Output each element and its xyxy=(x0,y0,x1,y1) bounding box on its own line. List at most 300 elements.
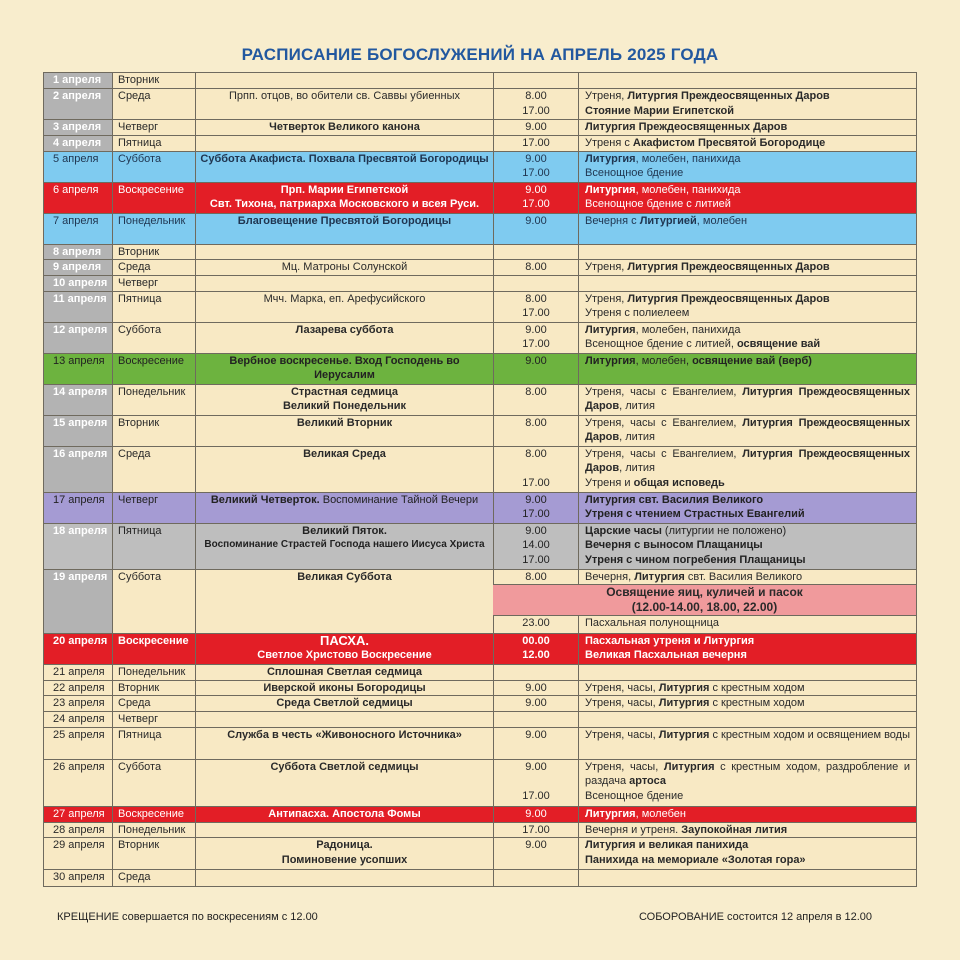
date-cell: 7 апреля xyxy=(44,214,113,244)
service-text: Утреня с чтением Страстных Евангелий xyxy=(585,508,805,520)
table-row xyxy=(44,728,916,760)
table-row xyxy=(44,260,916,276)
empty-time xyxy=(494,567,579,569)
table-row xyxy=(44,214,916,245)
service-text: Вечерня с выносом Плащаницы xyxy=(585,539,763,551)
service-text: Утреня с полиелеем xyxy=(585,307,690,319)
service-entry xyxy=(494,616,916,631)
table-row xyxy=(44,385,916,416)
service-time: 9.00 xyxy=(494,524,579,539)
feast-cell xyxy=(196,823,494,838)
service-description xyxy=(579,616,916,631)
service-entry xyxy=(494,493,916,508)
weekday-cell: Среда xyxy=(113,260,196,275)
service-description xyxy=(579,634,916,649)
service-entry xyxy=(494,260,916,275)
feast-line xyxy=(199,183,490,198)
empty-time xyxy=(494,663,579,664)
empty-space xyxy=(494,742,916,759)
service-text: Литургия xyxy=(658,681,710,694)
empty-space xyxy=(494,118,916,119)
feast-line xyxy=(199,696,490,711)
service-text: Панихида на мемориале «Золотая гора» xyxy=(585,853,806,866)
date-cell: 14 апреля xyxy=(44,385,113,415)
empty-space xyxy=(494,821,916,822)
table-row xyxy=(44,696,916,712)
feast-cell xyxy=(196,570,494,633)
service-text: Литургия xyxy=(634,570,685,583)
service-time: 9.00 xyxy=(494,214,579,229)
service-text: Стояние Марии Египетской xyxy=(585,104,734,117)
service-entry xyxy=(494,292,916,307)
service-entry xyxy=(494,696,916,711)
table-row xyxy=(44,292,916,323)
service-text: общая исповедь xyxy=(633,476,725,489)
feast-cell xyxy=(196,634,494,664)
feast-cell xyxy=(196,292,494,322)
feast-line xyxy=(199,853,490,868)
service-entry xyxy=(494,323,916,338)
feast-text: Прп. Марии Египетской xyxy=(280,183,409,196)
service-text: Литургия xyxy=(585,323,636,336)
service-time: 8.00 xyxy=(494,570,579,585)
service-description xyxy=(579,166,916,181)
empty-space xyxy=(494,275,916,276)
service-description xyxy=(579,493,916,508)
service-entry xyxy=(494,104,916,119)
service-text: Утреня, часы с Евангелием, xyxy=(585,416,743,429)
feast-cell xyxy=(196,136,494,151)
date-cell: 19 апреля xyxy=(44,570,113,633)
empty-space xyxy=(494,321,916,322)
feast-cell xyxy=(196,385,494,415)
empty-time xyxy=(494,867,579,869)
feast-text: Светлое Христово Воскресение xyxy=(257,649,432,661)
service-description xyxy=(579,789,916,804)
weekday-cell: Среда xyxy=(113,696,196,711)
services-cell xyxy=(494,807,916,822)
empty-time xyxy=(494,712,579,727)
service-description xyxy=(579,507,916,522)
service-entry xyxy=(494,681,916,696)
empty-space xyxy=(494,228,916,244)
empty-space xyxy=(494,212,916,213)
feast-text: Антипасха. Апостола Фомы xyxy=(268,807,421,820)
service-time: 17.00 xyxy=(494,789,579,804)
empty-space xyxy=(494,712,916,727)
table-row xyxy=(44,870,916,886)
date-cell: 23 апреля xyxy=(44,696,113,711)
service-text: Великая Пасхальная вечерня xyxy=(585,649,747,661)
weekday-cell: Понедельник xyxy=(113,214,196,244)
table-row xyxy=(44,354,916,385)
service-text: Литургия Преждеосвященных Даров xyxy=(627,261,830,273)
feast-line xyxy=(199,354,490,383)
feast-cell xyxy=(196,760,494,806)
feast-line xyxy=(199,760,490,775)
service-description xyxy=(579,292,916,307)
weekday-cell: Суббота xyxy=(113,152,196,182)
service-text: Утреня, xyxy=(585,90,628,102)
service-description xyxy=(579,476,916,491)
weekday-cell: Пятница xyxy=(113,728,196,759)
service-entry xyxy=(494,789,916,804)
service-entry xyxy=(494,553,916,568)
date-cell: 27 апреля xyxy=(44,807,113,822)
service-text: Литургия Преждеосвященных Даров xyxy=(585,447,910,474)
feast-line xyxy=(199,323,490,338)
service-text: , молебен xyxy=(696,214,748,227)
feast-line xyxy=(199,648,490,663)
service-time: 8.00 xyxy=(494,416,579,445)
weekday-cell: Пятница xyxy=(113,292,196,322)
feast-line xyxy=(199,524,490,539)
weekday-cell: Пятница xyxy=(113,524,196,569)
service-text: с крестным ходом, раздробление и раздача xyxy=(585,760,910,787)
service-time: 17.00 xyxy=(494,823,579,838)
service-time: 17.00 xyxy=(494,197,579,212)
service-text: Пасхальная полунощница xyxy=(585,617,720,629)
weekday-cell: Понедельник xyxy=(113,665,196,680)
services-cell xyxy=(494,214,916,244)
service-entry xyxy=(494,634,916,649)
date-cell: 15 апреля xyxy=(44,416,113,446)
date-cell: 29 апреля xyxy=(44,838,113,869)
service-text: Литургия Преждеосвященных Даров xyxy=(627,292,830,305)
service-text: Утреня, часы, xyxy=(585,760,664,773)
service-description xyxy=(579,197,916,212)
services-cell xyxy=(494,870,916,886)
service-text: , лития xyxy=(619,431,655,443)
service-time: 8.00 xyxy=(494,447,579,476)
empty-time xyxy=(494,821,579,822)
service-text: Всенощное бдение xyxy=(585,789,684,802)
table-row xyxy=(44,807,916,823)
service-text: Утреня, xyxy=(585,292,628,305)
feast-cell xyxy=(196,323,494,353)
empty-time xyxy=(494,275,579,276)
empty-time xyxy=(494,711,579,712)
empty-space xyxy=(494,245,916,260)
services-cell xyxy=(494,245,916,260)
empty-space xyxy=(494,522,916,523)
service-text: Вечерня с xyxy=(585,214,640,227)
empty-time xyxy=(494,245,579,260)
services-cell xyxy=(494,260,916,275)
empty-time xyxy=(494,228,579,244)
service-text: Всенощное бдение xyxy=(585,167,684,179)
empty-time xyxy=(494,414,579,415)
service-description xyxy=(579,807,916,822)
service-text: Литургия xyxy=(585,807,636,820)
feast-cell xyxy=(196,493,494,523)
feast-cell xyxy=(196,870,494,886)
service-text: Утреня, часы с Евангелием, xyxy=(585,385,743,398)
service-time: 14.00 xyxy=(494,538,579,553)
service-time: 17.00 xyxy=(494,553,579,568)
feast-text: Благовещение Пресвятой Богородицы xyxy=(237,214,452,227)
service-description xyxy=(579,538,916,553)
service-entry xyxy=(494,416,916,445)
empty-space xyxy=(494,870,916,886)
feast-cell xyxy=(196,728,494,759)
feast-text: Служба в честь «Живоносного Источника» xyxy=(227,728,462,741)
feast-cell xyxy=(196,524,494,569)
feast-line xyxy=(199,152,490,167)
date-cell: 6 апреля xyxy=(44,183,113,213)
date-cell: 2 апреля xyxy=(44,89,113,119)
feast-line xyxy=(199,538,490,553)
empty-space xyxy=(494,181,916,182)
service-entry xyxy=(494,538,916,553)
weekday-cell: Вторник xyxy=(113,681,196,696)
weekday-cell: Четверг xyxy=(113,276,196,291)
service-entry xyxy=(494,807,916,822)
service-text: Литургия и великая панихида xyxy=(585,839,749,851)
empty-time xyxy=(494,321,579,322)
date-cell: 17 апреля xyxy=(44,493,113,523)
service-entry xyxy=(494,214,916,229)
feast-cell xyxy=(196,120,494,135)
service-text: , молебен, xyxy=(635,354,693,367)
empty-time xyxy=(494,665,579,680)
weekday-cell: Четверг xyxy=(113,120,196,135)
feast-text: Великий Четверток. xyxy=(210,493,320,506)
table-row xyxy=(44,136,916,152)
service-entry xyxy=(494,337,916,352)
services-cell xyxy=(494,136,916,151)
service-text: Утреня с xyxy=(585,137,633,149)
service-time: 17.00 xyxy=(494,507,579,522)
feast-cell xyxy=(196,447,494,492)
feast-cell xyxy=(196,152,494,182)
empty-space xyxy=(494,135,916,136)
services-cell xyxy=(494,447,916,492)
service-entry xyxy=(494,570,916,585)
service-time: 9.00 xyxy=(494,838,579,853)
weekday-cell: Вторник xyxy=(113,73,196,88)
service-time: 8.00 xyxy=(494,292,579,307)
services-cell xyxy=(494,634,916,664)
service-entry xyxy=(494,89,916,104)
weekday-cell: Воскресение xyxy=(113,354,196,384)
date-cell: 30 апреля xyxy=(44,870,113,886)
feast-line xyxy=(199,399,490,414)
feast-cell xyxy=(196,214,494,244)
service-text: Утреня, xyxy=(585,261,628,273)
service-text: Литургией xyxy=(639,214,697,227)
service-text: Утреня, часы, xyxy=(585,697,659,709)
table-row xyxy=(44,712,916,728)
empty-space xyxy=(494,663,916,664)
services-cell xyxy=(494,385,916,415)
empty-space xyxy=(494,631,916,633)
notice-line: Освящение яиц, куличей и пасок xyxy=(606,585,803,599)
service-description xyxy=(579,306,916,321)
empty-space xyxy=(494,445,916,446)
service-time: 9.00 xyxy=(494,728,579,743)
service-text: Вечерня, xyxy=(585,570,635,583)
feast-line xyxy=(199,681,490,696)
feast-cell xyxy=(196,354,494,384)
service-text: с крестным ходом xyxy=(709,681,805,694)
empty-space xyxy=(494,276,916,291)
services-cell xyxy=(494,823,916,838)
service-description xyxy=(579,838,916,853)
empty-time xyxy=(494,490,579,492)
service-description xyxy=(579,337,916,352)
service-description xyxy=(579,260,916,275)
service-entry xyxy=(494,354,916,369)
notice-line: (12.00-14.00, 18.00, 22.00) xyxy=(631,600,778,614)
date-cell: 18 апреля xyxy=(44,524,113,569)
service-text: , молебен xyxy=(635,807,686,820)
date-cell: 5 апреля xyxy=(44,152,113,182)
empty-time xyxy=(494,135,579,136)
feast-line xyxy=(199,89,490,104)
service-text: Литургия Преждеосвященных Даров xyxy=(585,121,788,133)
service-text: , лития xyxy=(619,400,655,412)
weekday-cell: Воскресение xyxy=(113,807,196,822)
services-cell xyxy=(494,696,916,711)
service-text: Утреня, часы с Евангелием, xyxy=(585,447,743,460)
footer-unction-note: СОБОРОВАНИЕ состоится 12 апреля в 12.00 xyxy=(638,911,872,923)
service-entry xyxy=(494,728,916,743)
services-cell xyxy=(494,570,916,633)
service-entry xyxy=(494,447,916,476)
feast-cell xyxy=(196,665,494,680)
feast-line xyxy=(199,120,490,135)
table-row xyxy=(44,493,916,524)
feast-cell xyxy=(196,838,494,869)
service-time: 9.00 xyxy=(494,681,579,696)
empty-space xyxy=(494,73,916,88)
service-text: Утреня и xyxy=(585,476,634,489)
service-time: 9.00 xyxy=(494,696,579,711)
empty-time xyxy=(494,181,579,182)
feast-line xyxy=(199,416,490,431)
feast-text: Великий Пяток. xyxy=(302,524,387,537)
service-text: Утреня, часы, xyxy=(585,681,659,694)
date-cell: 24 апреля xyxy=(44,712,113,727)
blessing-of-food-notice xyxy=(493,584,916,616)
date-cell: 20 апреля xyxy=(44,634,113,664)
empty-space xyxy=(494,490,916,492)
weekday-cell: Воскресение xyxy=(113,634,196,664)
weekday-cell: Среда xyxy=(113,447,196,492)
feast-cell xyxy=(196,807,494,822)
date-cell: 21 апреля xyxy=(44,665,113,680)
date-cell: 1 апреля xyxy=(44,73,113,88)
feast-text: Прпп. отцов, во обители св. Саввы убиенных xyxy=(229,90,460,102)
services-cell xyxy=(494,416,916,446)
empty-time xyxy=(494,368,579,384)
service-text: с крестным ходом xyxy=(709,697,805,709)
service-text: Пасхальная утреня и Литургия xyxy=(585,634,755,647)
feast-text: Мчч. Марка, еп. Арефусийского xyxy=(263,292,426,305)
service-description xyxy=(579,385,916,414)
notice-text xyxy=(493,585,916,615)
feast-text: Иверской иконы Богородицы xyxy=(263,681,426,694)
services-cell xyxy=(494,73,916,88)
service-description xyxy=(579,104,916,119)
feast-cell xyxy=(196,696,494,711)
feast-text: ПАСХА. xyxy=(320,632,369,648)
services-cell xyxy=(494,681,916,696)
weekday-cell: Суббота xyxy=(113,323,196,353)
service-text: Литургия Преждеосвященных Даров xyxy=(585,385,910,412)
table-row xyxy=(44,570,916,634)
feast-line xyxy=(199,214,490,229)
date-cell: 8 апреля xyxy=(44,245,113,260)
feast-cell xyxy=(196,276,494,291)
empty-space xyxy=(494,665,916,680)
service-description xyxy=(579,416,916,445)
service-time: 9.00 xyxy=(494,354,579,369)
feast-line xyxy=(199,634,490,649)
table-row xyxy=(44,245,916,261)
service-text: Заупокойная лития xyxy=(681,823,788,836)
weekday-cell: Четверг xyxy=(113,712,196,727)
service-time: 9.00 xyxy=(494,760,579,789)
feast-line xyxy=(199,197,490,212)
feast-cell xyxy=(196,245,494,260)
service-time: 9.00 xyxy=(494,152,579,167)
service-entry xyxy=(494,183,916,198)
service-time: 9.00 xyxy=(494,183,579,198)
service-time: 9.00 xyxy=(494,323,579,338)
service-text: Всенощное бдение с литией, xyxy=(585,338,737,350)
service-text: Литургия xyxy=(585,354,636,367)
service-text: Литургия свт. Василия Великого xyxy=(585,493,764,506)
weekday-cell: Понедельник xyxy=(113,385,196,415)
table-row xyxy=(44,89,916,120)
service-entry xyxy=(494,197,916,212)
service-text: с крестным ходом и освящением воды xyxy=(709,728,911,741)
table-row xyxy=(44,524,916,570)
feast-text: Воспоминание Страстей Господа нашего Иисуса Христа xyxy=(204,539,485,550)
weekday-cell: Среда xyxy=(113,870,196,886)
service-text: Утреня с чином погребения Плащаницы xyxy=(585,553,806,566)
service-time: 23.00 xyxy=(494,616,579,631)
service-time: 8.00 xyxy=(494,385,579,414)
services-cell xyxy=(494,524,916,569)
feast-text: Лазарева суббота xyxy=(295,323,394,336)
feast-cell xyxy=(196,260,494,275)
date-cell: 22 апреля xyxy=(44,681,113,696)
schedule-table xyxy=(43,72,917,887)
services-cell xyxy=(494,712,916,727)
table-row xyxy=(44,323,916,354)
service-description xyxy=(579,524,916,539)
service-text: освящение вай xyxy=(736,338,821,350)
service-time: 17.00 xyxy=(494,136,579,151)
empty-time xyxy=(494,445,579,446)
service-description xyxy=(579,183,916,198)
service-text: (литургии не положено) xyxy=(661,524,787,537)
service-text: Литургия xyxy=(658,728,710,741)
service-text: , молебен, панихида xyxy=(635,183,741,196)
service-time: 12.00 xyxy=(494,648,579,663)
service-text: Литургия xyxy=(663,760,715,773)
services-cell xyxy=(494,838,916,869)
feast-text-tail: Воспоминание Тайной Вечери xyxy=(319,493,479,506)
service-description xyxy=(579,648,916,663)
weekday-cell: Вторник xyxy=(113,245,196,260)
feast-line xyxy=(199,493,490,508)
services-cell xyxy=(494,276,916,291)
feast-cell xyxy=(196,681,494,696)
